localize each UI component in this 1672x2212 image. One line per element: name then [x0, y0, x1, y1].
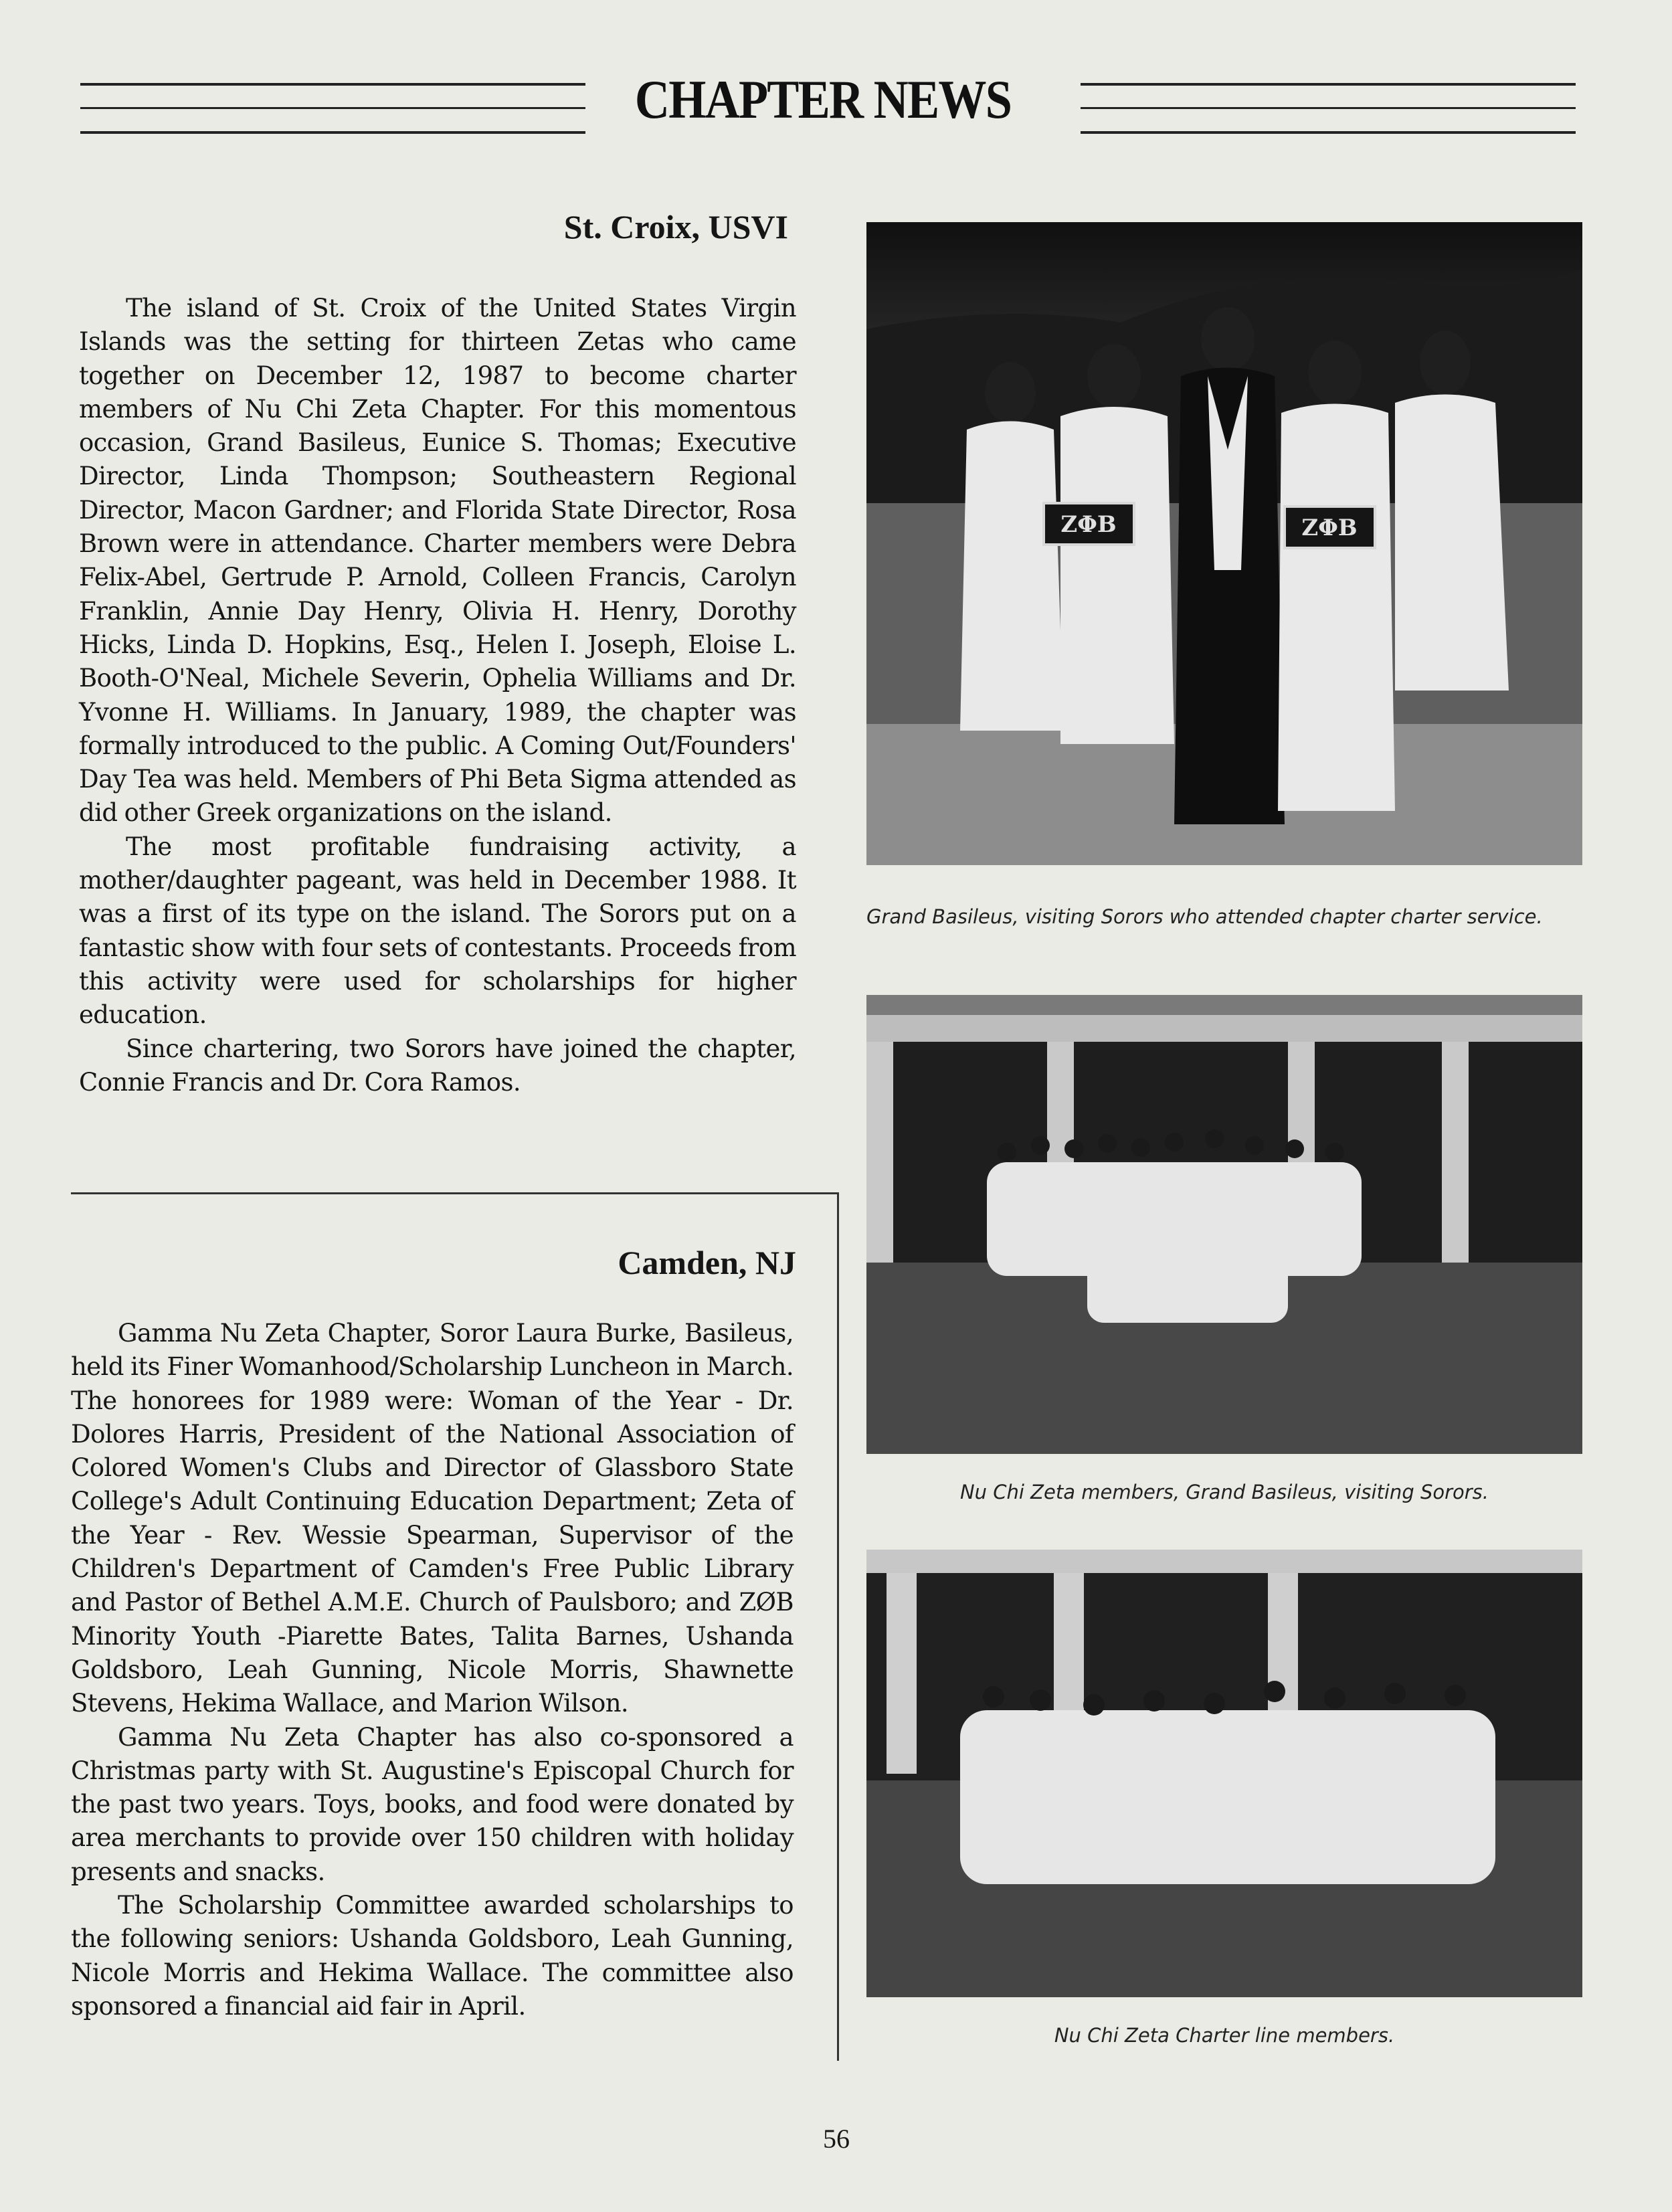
photo-caption: Nu Chi Zeta Charter line members.: [1054, 2024, 1395, 2047]
camden-box-top-rule: [71, 1192, 839, 1194]
photo-charter-service: [866, 222, 1582, 865]
camden-paragraph: Gamma Nu Zeta Chapter has also co-sponsored a Christmas party with St. Augustine's Episcopal Church for the past two years. Toys, books, and food were donated by area merchants to provide over 150 children with holiday presents and snacks.: [71, 1722, 794, 1886]
masthead-rule-left-top: [80, 83, 585, 86]
sign-text: ΖΦΒ: [1060, 511, 1117, 538]
camden-paragraph: The Scholarship Committee awarded scholarships to the following seniors: Ushanda Goldsboro, Leah Gunning, Nicole Morris and Hekima Wallace. The committee also sponsored a financial aid fair in April.: [71, 1891, 794, 2021]
photo-caption: Grand Basileus, visiting Sorors who attended chapter charter service.: [866, 905, 1543, 928]
masthead-rule-right-bottom: [1081, 131, 1576, 134]
photo-nu-chi-zeta-members: [866, 995, 1582, 1454]
stcroix-heading: St. Croix, USVI: [563, 208, 788, 246]
masthead-rule-right-top: [1081, 83, 1576, 86]
stcroix-article: [79, 292, 796, 1099]
stcroix-paragraph: The island of St. Croix of the United States Virgin Islands was the setting for thirteen Zetas who came together on December 12, 1987 to become charter members of Nu Chi Zeta Chapter. For this momentous occasion, Grand Basileus, Eunice S. Thomas; Executive Director, Linda Thompson; Southeastern Regional Director, Macon Gardner; and Florida State Director, Rosa Brown were in attendance. Charter members were Debra Felix-Abel, Gertrude P. Arnold, Colleen Francis, Carolyn Franklin, Annie Day Henry, Olivia H. Henry, Dorothy Hicks, Linda D. Hopkins, Esq., Helen I. Joseph, Eloise L. Booth-O'Neal, Michele Severin, Ophelia Williams and Dr. Yvonne H. Williams. In January, 1989, the chapter was formally introduced to the public. A Coming Out/Founders' Day Tea was held. Members of Phi Beta Sigma attended as did other Greek organizations on the island.: [79, 294, 796, 828]
masthead-rule-left-bottom: [80, 131, 585, 134]
camden-heading: Camden, NJ: [618, 1244, 796, 1281]
page-number: 56: [823, 2124, 850, 2154]
sign-text: ΖΦΒ: [1301, 515, 1358, 541]
stcroix-paragraph: The most profitable fundraising activity, a mother/daughter pageant, was held in December 1988. It was a first of its type on the island. The Sorors put on a fantastic show with four sets of contestants. Proceeds from this activity were used for scholarships for higher education.: [79, 832, 796, 1030]
stcroix-paragraph: Since chartering, two Sorors have joined the chapter, Connie Francis and Dr. Cora Ramos.: [79, 1034, 796, 1097]
masthead-rule-left-mid: [80, 107, 585, 109]
camden-box-right-rule: [837, 1192, 839, 2061]
page-title: CHAPTER NEWS: [634, 69, 1012, 130]
masthead-rule-right-mid: [1081, 107, 1576, 109]
camden-paragraph: Gamma Nu Zeta Chapter, Soror Laura Burke, Basileus, held its Finer Womanhood/Scholarship Luncheon in March. The honorees for 1989 were: Woman of the Year - Dr. Dolores Harris, President of the National Association of Colored Women's Clubs and Director of Glassboro State College's Adult Continuing Education Department; Zeta of the Year - Rev. Wessie Spearman, Supervisor of the Children's Department of Camden's Free Public Library and Pastor of Bethel A.M.E. Church of Paulsboro; and ZØB Minority Youth -Piarette Bates, Talita Barnes, Ushanda Goldsboro, Leah Gunning, Nicole Morris, Shawnette Stevens, Hekima Wallace, and Marion Wilson.: [71, 1319, 794, 1718]
camden-article: [71, 1317, 794, 2023]
photo-caption: Nu Chi Zeta members, Grand Basileus, visiting Sorors.: [959, 1481, 1489, 1503]
photo-charter-line-members: [866, 1550, 1582, 1997]
